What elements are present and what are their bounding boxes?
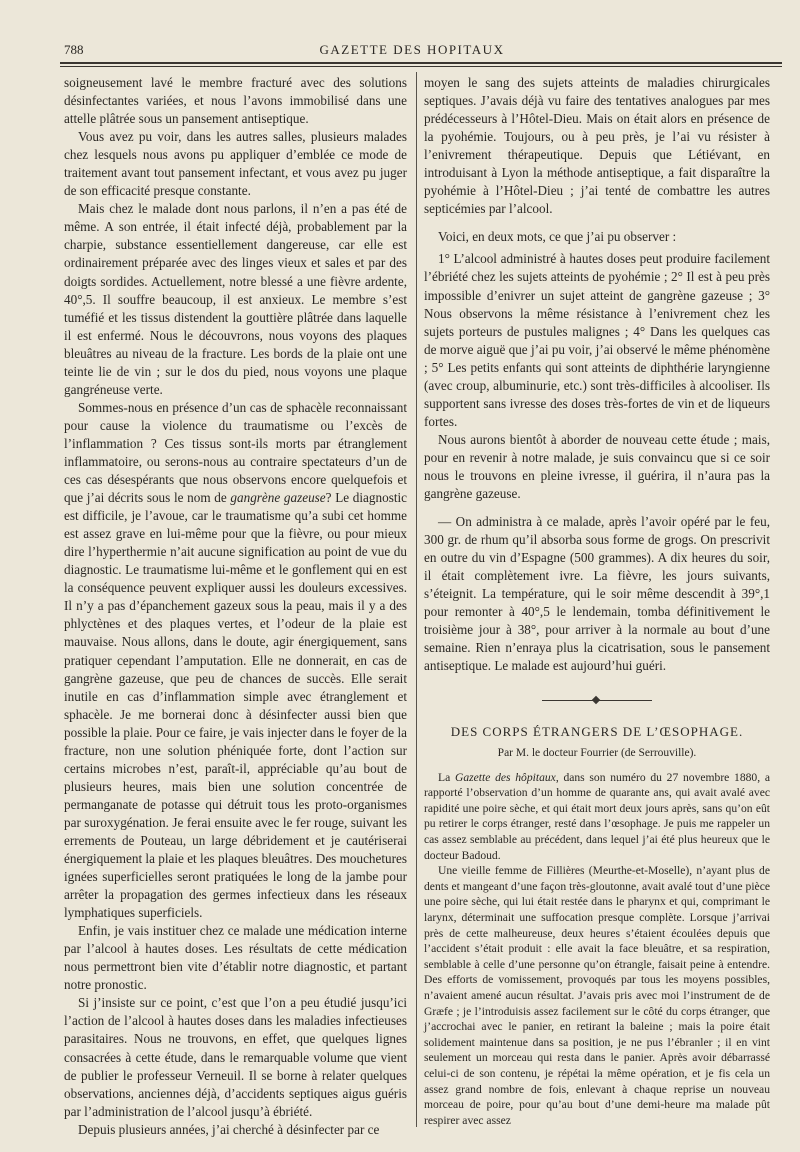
page-number: 788 bbox=[64, 42, 84, 57]
paragraph-text: Sommes-nous en présence d’un cas de sphacèle reconnaissant pour cause la violence du traumatisme ou l’excès de l’inflammation ? Ces tissus sont-ils morts par étranglement inflammatoire, ou serons-nous au contraire spectateurs d’un de ces cas désespérants que nous observons encore quelquefois et que j’ai décrits sous le nom de bbox=[64, 399, 407, 506]
article-title: DES CORPS ÉTRANGERS DE L’ŒSOPHAGE. bbox=[450, 723, 744, 739]
publication-title: Gazette des hôpitaux bbox=[454, 770, 556, 784]
article-body bbox=[424, 770, 770, 1129]
right-column bbox=[424, 74, 770, 1128]
paragraph-text: ? Le diagnostic est difficile, je l’avoue, car le traumatisme qu’a subi cet homme est assez grave en lui-même pour que la fièvre, ou pour mieux dire l’hyperthermie n’ait aucune signification au point de vue du diagnostic. Le traumatisme lui-même et le gonflement qui en est la conséquence peuvent expliquer aussi les douleurs excessives. Il n’y a pas d’épanchement gazeux sous la peau, mais il y a des phlyctènes et des plaques vertes, et l’odeur de la plaie est mauvaise. Nous allons, dans le doute, agir énergiquement, sans pratiquer cependant l’amputation. Elle ne donnerait, en cas de gangrène gazeuse, que peu de chances de succès. Elle serait inutile en cas d’inflammation simple avec étranglement et sphacèle. Je me bornerai donc à désinfecter aussi bien que possible la plaie. Pour ce faire, je vais injecter dans le foyer de la fracture, non une solution phéniquée forte, dont l’action sur certains microbes n’est, paraît-il, appréciable qu’au bout de plusieurs heures, mais bien une solution concentrée de permanganate de potasse qui détruit tous les proto-organismes par suroxygénation. Je ferai ensuite avec le fer rouge, suivant les errements de Pouteau, un large débridement et je cautériserai énergiquement la plaie et les plaques bleuâtres. Des mouchetures ignées superficielles seront pratiquées le long de la jambe pour arrêter la propagation des germes infectieux dans les réseaux lymphatiques superficiels. bbox=[64, 490, 408, 921]
paragraph: Si j’insiste sur ce point, c’est que l’on a peu étudié jusqu’ici l’action de l’alcool à hautes doses dans les maladies infectieuses parasitaires. Nous ne trouvons, en effet, que quelques lignes consacrées à cette étude, dans le remarquable volume que vient de publier le professeur Verneuil. Il se borne à relater quelques observations, anciennes déjà, d’accidents septiques aigus guéris par l’administration de l’alcool jusqu’à ébriété. bbox=[64, 995, 407, 1119]
paragraph bbox=[64, 399, 407, 922]
paragraph: soigneusement lavé le membre fracturé avec des solutions désinfectantes variées, et nous l’avons immobilisé dans une attelle plâtrée sous un pansement antiseptique. bbox=[64, 75, 407, 127]
emphasis-term: gangrène gazeuse bbox=[230, 490, 326, 506]
paragraph: Une vieille femme de Fillières (Meurthe-et-Moselle), n’ayant plus de dents et mangeant d’une façon très-gloutonne, avait avalé tout d’une pièce une poire sèche, qui lui était restée dans le pharynx et qui, comprimant le larynx, déterminait une suffocation presque complète. Lorsque j’arrivai près de cette malheureuse, deux heures s’étaient écoulées depuis que l’accident s’était produit : elle avait la face bleuâtre, et sa respiration, semblable à celle d’une personne qu’on étrangle, faisait peine à entendre. Des efforts de vomissement, provoqués par tous les moyens possibles, n’avaient amené aucun résultat. J’avais pris avec moi l’instrument de de Græfe ; je l’introduisis assez facilement sur le côté du corps étranger, que j’accrochai avec le panier, en retirant la baleine ; mais la poire était solidement maintenue dans sa position, je ne pus l’ébranler ; il en vint seulement un morceau qui resta dans le panier. Après avoir débarrassé celui-ci de son contenu, je répétai la même opération, et je fis cela un assez grand nombre de fois, enlevant à chaque reprise un nouveau morceau de poire, pour qu’au bout d’une demi-heure ma malade pût respirer avec assez bbox=[424, 864, 770, 1127]
paragraph bbox=[424, 770, 770, 864]
paragraph: 1° L’alcool administré à hautes doses peut produire facilement l’ébriété chez les sujets atteints de pyohémie ; 2° Il est à peu près impossible d’enivrer un sujet atteint de gangrène gazeuse ; 3° Nous observons la même résistance à l’enivrement chez les sujets porteurs de pustules malignes ; 4° Dans les quelques cas de morve aiguë que j’ai pu voir, j’ai observé le même phénomène ; 5° Les petits enfants qui sont atteints de diphthérie laryngienne (avec croup, albuminurie, etc.) sont très-difficiles à alcooliser. Ils supportent sans ivresse des doses très-fortes de vin et de liqueurs fortes. bbox=[424, 251, 770, 429]
paragraph: Nous aurons bientôt à aborder de nouveau cette étude ; mais, pour en revenir à notre malade, je suis convaincu que si ce soir nous le trouvons en pleine ivresse, il guérira, il n’aura pas la gangrène gazeuse. bbox=[424, 431, 770, 502]
paragraph: Vous avez pu voir, dans les autres salles, plusieurs malades chez lesquels nous avons pu appliquer d’emblée ce mode de traitement avant tout pansement infectant, et vous avez pu juger de son efficacité presque constante. bbox=[64, 129, 407, 199]
column-divider bbox=[416, 72, 417, 1127]
page-header bbox=[58, 38, 766, 62]
paragraph: moyen le sang des sujets atteints de maladies chirurgicales septiques. J’avais déjà vu faire des tentatives analogues par mes prédécesseurs à l’Hôtel-Dieu. Mais on était alors en présence de la pyohémie. Toujours, ou à peu près, je l’ai vu résister à l’enivrement thérapeutique. Depuis que Létiévant, en introduisant à Lyon la méthode antiseptique, a fait disparaître la pyohémie à l’Hôtel-Dieu ; j’ai tenté de combattre les autres septicémies par l’alcool. bbox=[424, 75, 770, 217]
paragraph: Enfin, je vais instituer chez ce malade une médication interne par l’alcool à hautes doses. Les résultats de cette médication nous permettront bien vite d’établir notre diagnostic, et partant notre pronostic. bbox=[64, 923, 407, 993]
paragraph: Voici, en deux mots, ce que j’ai pu observer : bbox=[438, 229, 677, 245]
paragraph-text: La bbox=[438, 770, 451, 784]
running-title: GAZETTE DES HOPITAUX bbox=[319, 42, 505, 57]
left-column bbox=[64, 74, 407, 1139]
header-rule-thick bbox=[60, 62, 782, 64]
paragraph-text: , dans son numéro du 27 novembre 1880, a rapporté l’observation d’un homme de quarante ans, qui avait avalé avec rapidité une poire sèche, et qui était mort deux jours après, sans qu’on eût pu retirer le corps étranger, resté dans l’œsophage. Je puis me rappeler un cas assez semblable au précédent, dans lequel j’ai été plus heureux que le docteur Badoud. bbox=[424, 770, 770, 862]
header-rule-thin bbox=[60, 66, 782, 67]
paragraph: Mais chez le malade dont nous parlons, il n’en a pas été de même. A son entrée, il était infecté déjà, probablement par la charpie, substance essentiellement dangereuse, car elle est ordinairement préparée avec des linges vieux et sales et par des doigts sordides. Actuellement, notre blessé a une fièvre ardente, 40°,5. Il souffre beaucoup, il est anxieux. Le membre s’est tuméfié et les tissus distendent la gouttière plâtrée dans laquelle il est enfermé. Nous le découvrons, nous voyons des plaques bleuâtres au niveau de la fracture. Les bords de la plaie ont une teinte lie de vin ; sur le dos du pied, nous voyons une plaque gangréneuse verte. bbox=[64, 201, 407, 397]
section-separator bbox=[424, 691, 770, 709]
paragraph: Depuis plusieurs années, j’ai cherché à désinfecter par ce bbox=[78, 1121, 380, 1137]
paragraph: — On administra à ce malade, après l’avoir opéré par le feu, 300 gr. de rhum qu’il absorba sous forme de grogs. On prescrivit en outre du vin d’Espagne (500 grammes). A dix heures du soir, il était complètement ivre. La fièvre, les jours suivants, s’éteignit. La température, qui le soir même descendit à 39°,1 pour remonter à 40°,5 le lendemain, tomba définitivement le troisième jour à 38°, pour arriver à la normale au bout d’une semaine. Rien n’enraya plus la cicatrisation, sous le pansement antiseptique. Le malade est aujourd’hui guéri. bbox=[424, 514, 770, 674]
article-byline: Par M. le docteur Fourrier (de Serrouville). bbox=[497, 746, 697, 759]
